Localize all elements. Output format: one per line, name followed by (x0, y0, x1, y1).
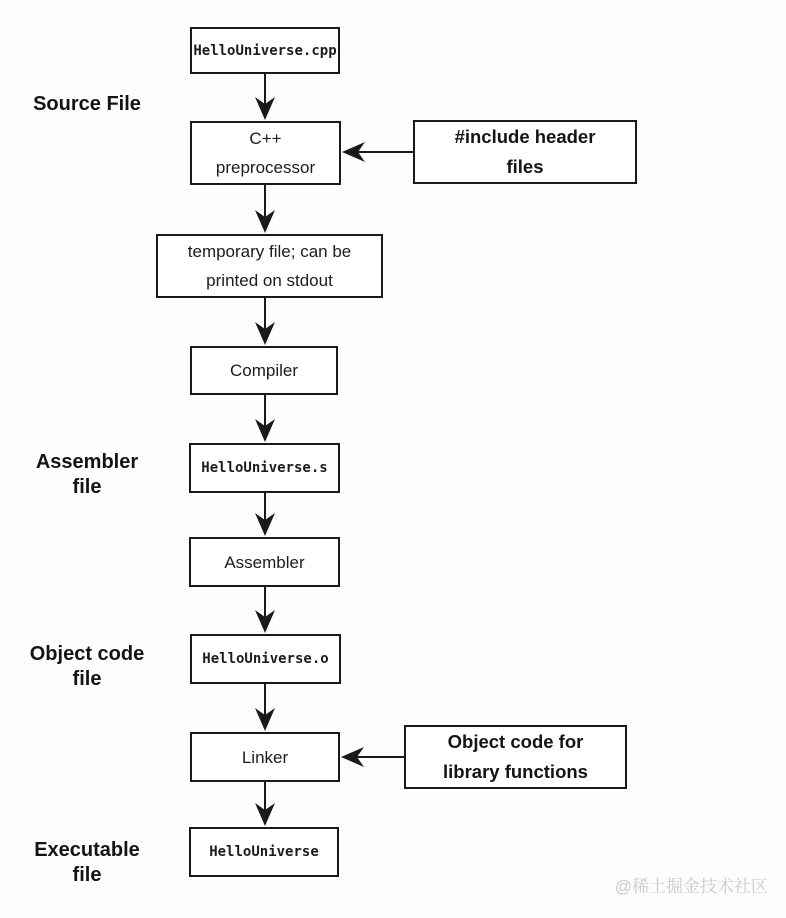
watermark-text: @稀土掘金技术社区 (614, 877, 768, 896)
node-compiler (190, 346, 338, 395)
arrow-cpp-to-preprocessor (255, 74, 275, 120)
annotation-include-headers-line1: #include header (454, 126, 596, 147)
node-temp-file-line1: temporary file; can be (187, 242, 352, 261)
node-linker-label: Linker (241, 747, 289, 767)
arrow-assembler-to-objfile (255, 587, 275, 633)
node-assembly-file-label: HelloUniverse.s (201, 460, 328, 476)
arrow-objfile-to-linker (255, 684, 275, 731)
annotation-library-objects (404, 725, 627, 789)
node-compiler-label: Compiler (229, 361, 299, 380)
stage-label-assembler-file: Assembler file (35, 451, 139, 498)
annotation-library-objects-line1: Object code for (447, 731, 584, 752)
node-executable (189, 827, 339, 877)
stage-label-source-file: Source File (33, 93, 141, 115)
arrow-compiler-to-asmfile (255, 395, 275, 442)
arrow-tempfile-to-compiler (255, 298, 275, 345)
node-executable-label: HelloUniverse (209, 844, 319, 860)
node-preprocessor (190, 121, 341, 185)
arrow-linker-to-exefile (255, 782, 275, 826)
node-assembly-file (189, 443, 340, 493)
arrow-libraries-to-linker (341, 747, 404, 767)
node-object-file-label: HelloUniverse.o (202, 651, 329, 667)
node-temp-file-line2: printed on stdout (206, 271, 333, 290)
node-assembler (189, 537, 340, 587)
arrow-asmfile-to-assembler (255, 493, 275, 536)
node-source-file (190, 27, 340, 74)
arrow-headers-to-preprocessor (342, 142, 413, 162)
node-preprocessor-line2: preprocessor (215, 158, 316, 177)
arrow-preprocessor-to-tempfile (255, 185, 275, 233)
annotation-library-objects-line2: library functions (443, 761, 588, 782)
annotation-include-headers-line2: files (506, 156, 544, 177)
node-preprocessor-line1: C++ (249, 129, 282, 148)
node-object-file (190, 634, 341, 684)
annotation-include-headers (413, 120, 637, 184)
node-source-file-label: HelloUniverse.cpp (193, 42, 337, 59)
stage-label-executable-file: Executable file (34, 839, 140, 886)
node-linker (190, 732, 340, 782)
node-assembler-label: Assembler (224, 552, 305, 572)
stage-label-object-code-file: Object code file (29, 643, 145, 690)
node-temp-file (156, 234, 383, 298)
